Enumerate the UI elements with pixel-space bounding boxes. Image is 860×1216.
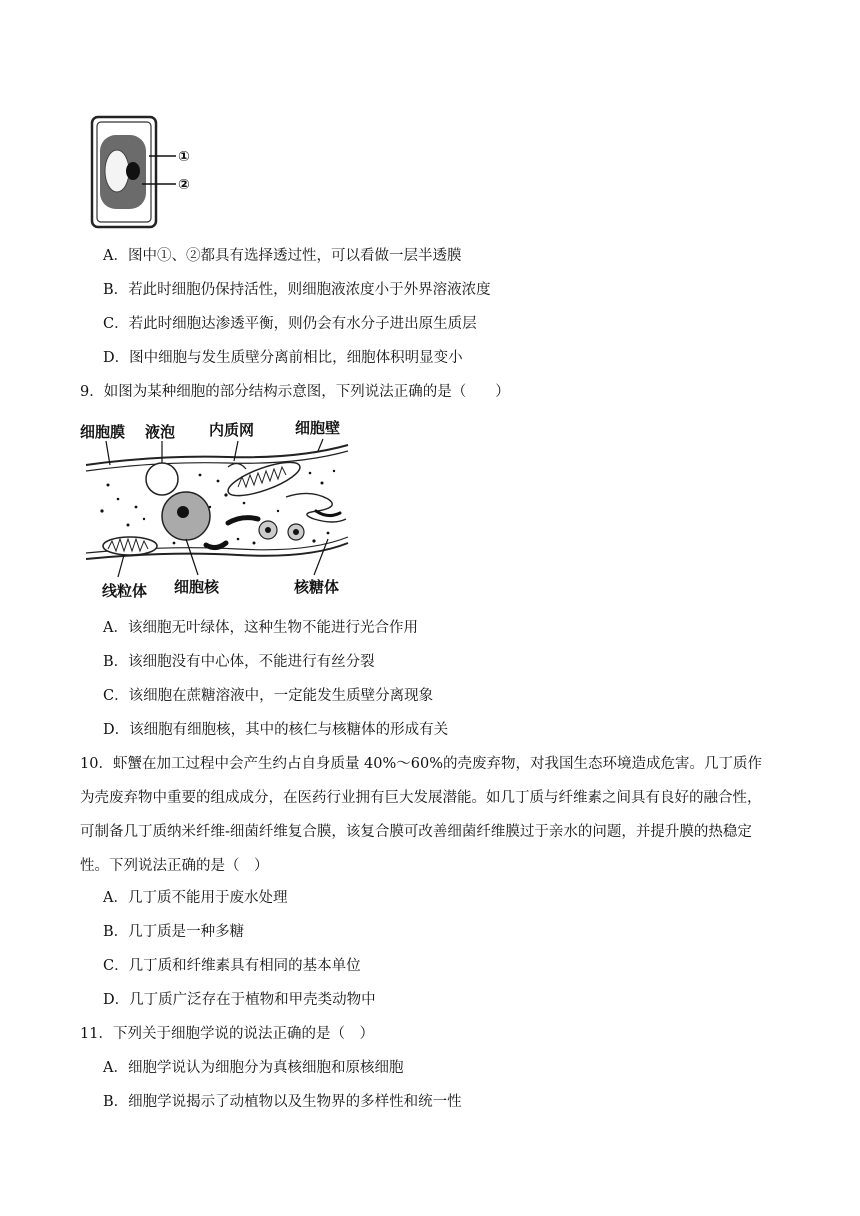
q8-option-a: A．图中①、②都具有选择透过性，可以看做一层半透膜 (103, 248, 462, 264)
q9-stem: 9．如图为某种细胞的部分结构示意图，下列说法正确的是（ ） (80, 384, 510, 400)
q8-option-b: B．若此时细胞仍保持活性，则细胞液浓度小于外界溶液浓度 (103, 282, 491, 298)
q10-stem-line-4: 性。下列说法正确的是（ ） (80, 858, 269, 874)
q10-stem-line-1: 10．虾蟹在加工过程中会产生约占自身质量 40%～60%的壳废弃物，对我国生态环境造成危害。几丁质作 (80, 756, 763, 772)
q10-option-a: A．几丁质不能用于废水处理 (103, 890, 288, 906)
cell-structure-figure (78, 415, 358, 605)
q9-option-d: D．该细胞有细胞核，其中的核仁与核糖体的形成有关 (103, 722, 449, 738)
q8-option-c: C．若此时细胞达渗透平衡，则仍会有水分子进出原生质层 (103, 316, 477, 332)
q8-option-d: D．图中细胞与发生质壁分离前相比，细胞体积明显变小 (103, 350, 463, 366)
q11-option-a: A．细胞学说认为细胞分为真核细胞和原核细胞 (103, 1060, 404, 1076)
label-cell-membrane: 细胞膜 (80, 423, 126, 441)
plasmolysis-cell-figure (84, 113, 224, 231)
q11-stem: 11．下列关于细胞学说的说法正确的是（ ） (80, 1026, 374, 1042)
q9-option-a: A．该细胞无叶绿体，这种生物不能进行光合作用 (103, 620, 418, 636)
label-cell-wall: 细胞壁 (295, 419, 341, 437)
q10-option-b: B．几丁质是一种多糖 (103, 924, 245, 940)
marker-2: ② (178, 177, 190, 193)
label-mitochondria: 线粒体 (102, 582, 148, 600)
label-er: 内质网 (209, 421, 255, 439)
q10-stem-line-2: 为壳废弃物中重要的组成成分，在医药行业拥有巨大发展潜能。如几丁质与纤维素之间具有良好的融合性， (80, 790, 762, 806)
label-vacuole: 液泡 (145, 423, 176, 441)
marker-1: ① (178, 149, 190, 165)
q10-option-d: D．几丁质广泛存在于植物和甲壳类动物中 (103, 992, 376, 1008)
q10-stem-line-3: 可制备几丁质纳米纤维-细菌纤维复合膜，该复合膜可改善细菌纤维膜过于亲水的问题，并提升膜的热稳定 (80, 824, 752, 840)
q11-option-b: B．细胞学说揭示了动植物以及生物界的多样性和统一性 (103, 1094, 462, 1110)
q9-option-c: C．该细胞在蔗糖溶液中，一定能发生质壁分离现象 (103, 688, 434, 704)
q10-option-c: C．几丁质和纤维素具有相同的基本单位 (103, 958, 361, 974)
label-ribosome: 核糖体 (294, 578, 340, 596)
q9-option-b: B．该细胞没有中心体，不能进行有丝分裂 (103, 654, 375, 670)
label-nucleus: 细胞核 (174, 578, 220, 596)
